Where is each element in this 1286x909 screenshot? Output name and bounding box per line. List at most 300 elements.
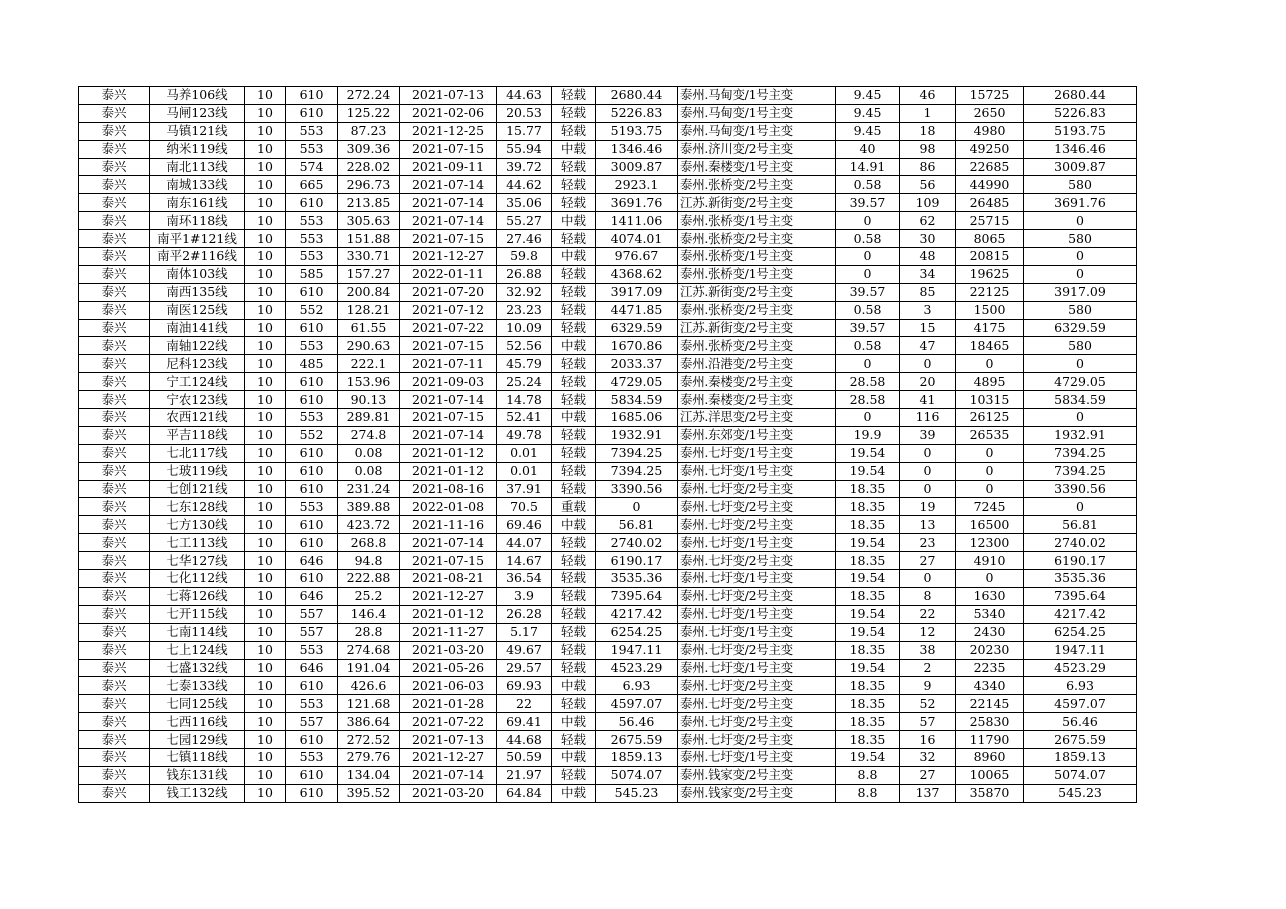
line-name-cell: 七上124线 [150, 641, 245, 659]
line-name-cell: 七盛132线 [150, 659, 245, 677]
count-cell: 30 [900, 230, 956, 248]
load-rate-cell: 0.01 [497, 444, 552, 462]
count-cell: 38 [900, 641, 956, 659]
transformer-cell: 泰州.东郊变/1号主变 [678, 426, 836, 444]
region-cell: 泰兴 [79, 426, 150, 444]
max-load-cell: 121.68 [338, 695, 400, 713]
rated-capacity-cell: 610 [286, 194, 338, 212]
region-cell: 泰兴 [79, 248, 150, 266]
count-cell: 56 [900, 176, 956, 194]
line-name-cell: 七园129线 [150, 731, 245, 749]
region-cell: 泰兴 [79, 355, 150, 373]
max-load-cell: 222.88 [338, 570, 400, 588]
final-capacity-cell: 56.46 [1024, 713, 1137, 731]
transformer-margin-cell: 19.54 [836, 444, 900, 462]
available-capacity-cell: 3009.87 [596, 158, 678, 176]
max-load-cell: 125.22 [338, 104, 400, 122]
max-load-cell: 0.08 [338, 462, 400, 480]
region-cell: 泰兴 [79, 373, 150, 391]
load-status-cell: 轻载 [552, 319, 596, 337]
transformer-margin-cell: 19.9 [836, 426, 900, 444]
date-cell: 2021-07-15 [400, 140, 497, 158]
date-cell: 2021-06-03 [400, 677, 497, 695]
capacity-sum-cell: 2650 [956, 104, 1024, 122]
final-capacity-cell: 7395.64 [1024, 587, 1137, 605]
voltage-cell: 10 [245, 462, 286, 480]
table-row [79, 391, 1137, 409]
available-capacity-cell: 6329.59 [596, 319, 678, 337]
max-load-cell: 274.8 [338, 426, 400, 444]
transformer-cell: 泰州.张桥变/2号主变 [678, 301, 836, 319]
count-cell: 48 [900, 248, 956, 266]
available-capacity-cell: 976.67 [596, 248, 678, 266]
capacity-sum-cell: 8065 [956, 230, 1024, 248]
transformer-margin-cell: 0 [836, 212, 900, 230]
load-status-cell: 重载 [552, 498, 596, 516]
region-cell: 泰兴 [79, 587, 150, 605]
region-cell: 泰兴 [79, 444, 150, 462]
table-row [79, 587, 1137, 605]
date-cell: 2021-07-15 [400, 230, 497, 248]
count-cell: 3 [900, 301, 956, 319]
max-load-cell: 330.71 [338, 248, 400, 266]
max-load-cell: 296.73 [338, 176, 400, 194]
voltage-cell: 10 [245, 212, 286, 230]
rated-capacity-cell: 553 [286, 641, 338, 659]
transformer-margin-cell: 28.58 [836, 373, 900, 391]
load-status-cell: 轻载 [552, 444, 596, 462]
voltage-cell: 10 [245, 587, 286, 605]
load-status-cell: 中载 [552, 516, 596, 534]
count-cell: 41 [900, 391, 956, 409]
load-rate-cell: 50.59 [497, 748, 552, 766]
available-capacity-cell: 3917.09 [596, 283, 678, 301]
date-cell: 2021-05-26 [400, 659, 497, 677]
max-load-cell: 61.55 [338, 319, 400, 337]
table-row [79, 301, 1137, 319]
table-row [79, 516, 1137, 534]
date-cell: 2021-07-13 [400, 731, 497, 749]
available-capacity-cell: 5834.59 [596, 391, 678, 409]
transformer-cell: 江苏.新街变/2号主变 [678, 194, 836, 212]
transformer-margin-cell: 19.54 [836, 534, 900, 552]
load-status-cell: 轻载 [552, 695, 596, 713]
final-capacity-cell: 580 [1024, 230, 1137, 248]
rated-capacity-cell: 610 [286, 784, 338, 802]
load-rate-cell: 10.09 [497, 319, 552, 337]
rated-capacity-cell: 553 [286, 748, 338, 766]
transformer-cell: 泰州.张桥变/2号主变 [678, 337, 836, 355]
table-row [79, 534, 1137, 552]
rated-capacity-cell: 557 [286, 623, 338, 641]
transformer-cell: 泰州.七圩变/2号主变 [678, 695, 836, 713]
load-rate-cell: 45.79 [497, 355, 552, 373]
available-capacity-cell: 1411.06 [596, 212, 678, 230]
transformer-margin-cell: 19.54 [836, 748, 900, 766]
transformer-cell: 泰州.七圩变/2号主变 [678, 498, 836, 516]
line-name-cell: 宁农123线 [150, 391, 245, 409]
load-status-cell: 轻载 [552, 426, 596, 444]
available-capacity-cell: 5193.75 [596, 122, 678, 140]
date-cell: 2021-09-11 [400, 158, 497, 176]
final-capacity-cell: 0 [1024, 409, 1137, 427]
load-rate-cell: 69.93 [497, 677, 552, 695]
max-load-cell: 395.52 [338, 784, 400, 802]
transformer-cell: 泰州.七圩变/1号主变 [678, 605, 836, 623]
region-cell: 泰兴 [79, 766, 150, 784]
load-status-cell: 轻载 [552, 534, 596, 552]
line-name-cell: 钱工132线 [150, 784, 245, 802]
load-rate-cell: 26.28 [497, 605, 552, 623]
count-cell: 34 [900, 265, 956, 283]
table-row [79, 462, 1137, 480]
region-cell: 泰兴 [79, 552, 150, 570]
available-capacity-cell: 4074.01 [596, 230, 678, 248]
final-capacity-cell: 0 [1024, 355, 1137, 373]
max-load-cell: 290.63 [338, 337, 400, 355]
final-capacity-cell: 0 [1024, 498, 1137, 516]
final-capacity-cell: 545.23 [1024, 784, 1137, 802]
final-capacity-cell: 4217.42 [1024, 605, 1137, 623]
table-row [79, 731, 1137, 749]
rated-capacity-cell: 574 [286, 158, 338, 176]
voltage-cell: 10 [245, 605, 286, 623]
count-cell: 0 [900, 462, 956, 480]
load-status-cell: 中载 [552, 140, 596, 158]
rated-capacity-cell: 553 [286, 122, 338, 140]
region-cell: 泰兴 [79, 176, 150, 194]
voltage-cell: 10 [245, 695, 286, 713]
data-table [78, 86, 1137, 803]
available-capacity-cell: 2923.1 [596, 176, 678, 194]
final-capacity-cell: 3917.09 [1024, 283, 1137, 301]
available-capacity-cell: 4729.05 [596, 373, 678, 391]
line-name-cell: 七方130线 [150, 516, 245, 534]
final-capacity-cell: 1932.91 [1024, 426, 1137, 444]
load-rate-cell: 35.06 [497, 194, 552, 212]
table-row [79, 748, 1137, 766]
final-capacity-cell: 580 [1024, 176, 1137, 194]
capacity-sum-cell: 22125 [956, 283, 1024, 301]
line-name-cell: 钱东131线 [150, 766, 245, 784]
transformer-cell: 泰州.张桥变/1号主变 [678, 265, 836, 283]
date-cell: 2021-07-14 [400, 391, 497, 409]
max-load-cell: 231.24 [338, 480, 400, 498]
date-cell: 2021-03-20 [400, 784, 497, 802]
count-cell: 0 [900, 355, 956, 373]
max-load-cell: 151.88 [338, 230, 400, 248]
line-name-cell: 尼科123线 [150, 355, 245, 373]
region-cell: 泰兴 [79, 784, 150, 802]
capacity-sum-cell: 15725 [956, 87, 1024, 105]
load-status-cell: 中载 [552, 409, 596, 427]
voltage-cell: 10 [245, 158, 286, 176]
table-row [79, 409, 1137, 427]
transformer-cell: 泰州.七圩变/2号主变 [678, 677, 836, 695]
final-capacity-cell: 4729.05 [1024, 373, 1137, 391]
count-cell: 86 [900, 158, 956, 176]
date-cell: 2021-01-28 [400, 695, 497, 713]
transformer-cell: 江苏.新街变/2号主变 [678, 319, 836, 337]
max-load-cell: 228.02 [338, 158, 400, 176]
line-name-cell: 南城133线 [150, 176, 245, 194]
voltage-cell: 10 [245, 426, 286, 444]
line-name-cell: 七化112线 [150, 570, 245, 588]
load-status-cell: 轻载 [552, 265, 596, 283]
load-status-cell: 轻载 [552, 552, 596, 570]
load-rate-cell: 70.5 [497, 498, 552, 516]
max-load-cell: 279.76 [338, 748, 400, 766]
max-load-cell: 272.24 [338, 87, 400, 105]
rated-capacity-cell: 610 [286, 731, 338, 749]
region-cell: 泰兴 [79, 462, 150, 480]
load-status-cell: 轻载 [552, 623, 596, 641]
capacity-sum-cell: 11790 [956, 731, 1024, 749]
load-rate-cell: 32.92 [497, 283, 552, 301]
load-rate-cell: 44.07 [497, 534, 552, 552]
date-cell: 2021-07-12 [400, 301, 497, 319]
available-capacity-cell: 2033.37 [596, 355, 678, 373]
load-status-cell: 中载 [552, 748, 596, 766]
capacity-sum-cell: 1630 [956, 587, 1024, 605]
final-capacity-cell: 580 [1024, 337, 1137, 355]
table-row [79, 695, 1137, 713]
final-capacity-cell: 0 [1024, 212, 1137, 230]
capacity-sum-cell: 4980 [956, 122, 1024, 140]
transformer-margin-cell: 18.35 [836, 587, 900, 605]
date-cell: 2021-12-27 [400, 587, 497, 605]
transformer-margin-cell: 8.8 [836, 766, 900, 784]
final-capacity-cell: 7394.25 [1024, 444, 1137, 462]
voltage-cell: 10 [245, 122, 286, 140]
count-cell: 109 [900, 194, 956, 212]
date-cell: 2021-01-12 [400, 444, 497, 462]
available-capacity-cell: 56.46 [596, 713, 678, 731]
line-name-cell: 南东161线 [150, 194, 245, 212]
rated-capacity-cell: 610 [286, 766, 338, 784]
count-cell: 13 [900, 516, 956, 534]
table-row [79, 426, 1137, 444]
rated-capacity-cell: 610 [286, 444, 338, 462]
max-load-cell: 94.8 [338, 552, 400, 570]
max-load-cell: 191.04 [338, 659, 400, 677]
final-capacity-cell: 6190.17 [1024, 552, 1137, 570]
region-cell: 泰兴 [79, 319, 150, 337]
region-cell: 泰兴 [79, 230, 150, 248]
load-rate-cell: 55.27 [497, 212, 552, 230]
table-row [79, 641, 1137, 659]
transformer-margin-cell: 9.45 [836, 104, 900, 122]
capacity-sum-cell: 0 [956, 480, 1024, 498]
table-row [79, 552, 1137, 570]
max-load-cell: 128.21 [338, 301, 400, 319]
available-capacity-cell: 7394.25 [596, 444, 678, 462]
load-rate-cell: 15.77 [497, 122, 552, 140]
max-load-cell: 0.08 [338, 444, 400, 462]
available-capacity-cell: 7394.25 [596, 462, 678, 480]
count-cell: 52 [900, 695, 956, 713]
count-cell: 19 [900, 498, 956, 516]
capacity-sum-cell: 16500 [956, 516, 1024, 534]
capacity-sum-cell: 0 [956, 462, 1024, 480]
voltage-cell: 10 [245, 140, 286, 158]
available-capacity-cell: 4523.29 [596, 659, 678, 677]
load-status-cell: 中载 [552, 784, 596, 802]
transformer-cell: 泰州.七圩变/1号主变 [678, 659, 836, 677]
available-capacity-cell: 6.93 [596, 677, 678, 695]
transformer-margin-cell: 18.35 [836, 695, 900, 713]
final-capacity-cell: 1859.13 [1024, 748, 1137, 766]
rated-capacity-cell: 552 [286, 301, 338, 319]
max-load-cell: 134.04 [338, 766, 400, 784]
count-cell: 18 [900, 122, 956, 140]
table-row [79, 337, 1137, 355]
line-name-cell: 南西135线 [150, 283, 245, 301]
voltage-cell: 10 [245, 176, 286, 194]
load-rate-cell: 25.24 [497, 373, 552, 391]
date-cell: 2021-08-16 [400, 480, 497, 498]
available-capacity-cell: 4597.07 [596, 695, 678, 713]
load-status-cell: 中载 [552, 713, 596, 731]
transformer-margin-cell: 18.35 [836, 498, 900, 516]
voltage-cell: 10 [245, 623, 286, 641]
region-cell: 泰兴 [79, 516, 150, 534]
load-rate-cell: 69.41 [497, 713, 552, 731]
date-cell: 2021-07-14 [400, 176, 497, 194]
max-load-cell: 153.96 [338, 373, 400, 391]
max-load-cell: 268.8 [338, 534, 400, 552]
rated-capacity-cell: 553 [286, 212, 338, 230]
rated-capacity-cell: 553 [286, 409, 338, 427]
available-capacity-cell: 2740.02 [596, 534, 678, 552]
transformer-margin-cell: 28.58 [836, 391, 900, 409]
available-capacity-cell: 4217.42 [596, 605, 678, 623]
transformer-margin-cell: 8.8 [836, 784, 900, 802]
final-capacity-cell: 5834.59 [1024, 391, 1137, 409]
load-rate-cell: 26.88 [497, 265, 552, 283]
count-cell: 15 [900, 319, 956, 337]
capacity-sum-cell: 44990 [956, 176, 1024, 194]
final-capacity-cell: 4523.29 [1024, 659, 1137, 677]
region-cell: 泰兴 [79, 122, 150, 140]
rated-capacity-cell: 610 [286, 462, 338, 480]
region-cell: 泰兴 [79, 731, 150, 749]
final-capacity-cell: 5193.75 [1024, 122, 1137, 140]
max-load-cell: 289.81 [338, 409, 400, 427]
date-cell: 2021-07-22 [400, 713, 497, 731]
load-rate-cell: 49.78 [497, 426, 552, 444]
transformer-cell: 泰州.济川变/2号主变 [678, 140, 836, 158]
final-capacity-cell: 56.81 [1024, 516, 1137, 534]
available-capacity-cell: 5226.83 [596, 104, 678, 122]
load-status-cell: 中载 [552, 212, 596, 230]
date-cell: 2021-07-15 [400, 409, 497, 427]
line-name-cell: 平吉118线 [150, 426, 245, 444]
transformer-margin-cell: 39.57 [836, 194, 900, 212]
transformer-margin-cell: 19.54 [836, 605, 900, 623]
table-row [79, 176, 1137, 194]
final-capacity-cell: 7394.25 [1024, 462, 1137, 480]
capacity-sum-cell: 2430 [956, 623, 1024, 641]
capacity-sum-cell: 10315 [956, 391, 1024, 409]
transformer-cell: 泰州.钱家变/2号主变 [678, 784, 836, 802]
max-load-cell: 146.4 [338, 605, 400, 623]
table-row [79, 122, 1137, 140]
load-rate-cell: 5.17 [497, 623, 552, 641]
voltage-cell: 10 [245, 283, 286, 301]
transformer-cell: 江苏.新街变/2号主变 [678, 283, 836, 301]
load-rate-cell: 55.94 [497, 140, 552, 158]
rated-capacity-cell: 553 [286, 695, 338, 713]
available-capacity-cell: 6190.17 [596, 552, 678, 570]
final-capacity-cell: 6329.59 [1024, 319, 1137, 337]
max-load-cell: 28.8 [338, 623, 400, 641]
load-status-cell: 轻载 [552, 641, 596, 659]
max-load-cell: 305.63 [338, 212, 400, 230]
final-capacity-cell: 2675.59 [1024, 731, 1137, 749]
max-load-cell: 309.36 [338, 140, 400, 158]
voltage-cell: 10 [245, 265, 286, 283]
max-load-cell: 423.72 [338, 516, 400, 534]
load-status-cell: 轻载 [552, 104, 596, 122]
final-capacity-cell: 1947.11 [1024, 641, 1137, 659]
line-name-cell: 马养106线 [150, 87, 245, 105]
load-status-cell: 轻载 [552, 659, 596, 677]
voltage-cell: 10 [245, 194, 286, 212]
date-cell: 2021-07-20 [400, 283, 497, 301]
count-cell: 85 [900, 283, 956, 301]
transformer-cell: 泰州.七圩变/2号主变 [678, 641, 836, 659]
rated-capacity-cell: 553 [286, 337, 338, 355]
date-cell: 2022-01-08 [400, 498, 497, 516]
date-cell: 2021-12-25 [400, 122, 497, 140]
count-cell: 46 [900, 87, 956, 105]
count-cell: 9 [900, 677, 956, 695]
voltage-cell: 10 [245, 552, 286, 570]
available-capacity-cell: 6254.25 [596, 623, 678, 641]
capacity-sum-cell: 0 [956, 355, 1024, 373]
capacity-sum-cell: 8960 [956, 748, 1024, 766]
region-cell: 泰兴 [79, 158, 150, 176]
load-status-cell: 轻载 [552, 766, 596, 784]
date-cell: 2021-07-15 [400, 337, 497, 355]
voltage-cell: 10 [245, 87, 286, 105]
count-cell: 0 [900, 480, 956, 498]
voltage-cell: 10 [245, 748, 286, 766]
rated-capacity-cell: 646 [286, 552, 338, 570]
capacity-sum-cell: 12300 [956, 534, 1024, 552]
count-cell: 1 [900, 104, 956, 122]
load-rate-cell: 14.78 [497, 391, 552, 409]
count-cell: 39 [900, 426, 956, 444]
transformer-cell: 泰州.七圩变/2号主变 [678, 731, 836, 749]
load-rate-cell: 64.84 [497, 784, 552, 802]
available-capacity-cell: 56.81 [596, 516, 678, 534]
voltage-cell: 10 [245, 534, 286, 552]
final-capacity-cell: 4597.07 [1024, 695, 1137, 713]
transformer-cell: 泰州.七圩变/1号主变 [678, 534, 836, 552]
available-capacity-cell: 2680.44 [596, 87, 678, 105]
load-status-cell: 轻载 [552, 283, 596, 301]
table-row [79, 283, 1137, 301]
final-capacity-cell: 3535.36 [1024, 570, 1137, 588]
transformer-cell: 泰州.七圩变/2号主变 [678, 713, 836, 731]
rated-capacity-cell: 646 [286, 659, 338, 677]
transformer-margin-cell: 18.35 [836, 516, 900, 534]
voltage-cell: 10 [245, 677, 286, 695]
load-rate-cell: 21.97 [497, 766, 552, 784]
transformer-cell: 泰州.七圩变/2号主变 [678, 480, 836, 498]
